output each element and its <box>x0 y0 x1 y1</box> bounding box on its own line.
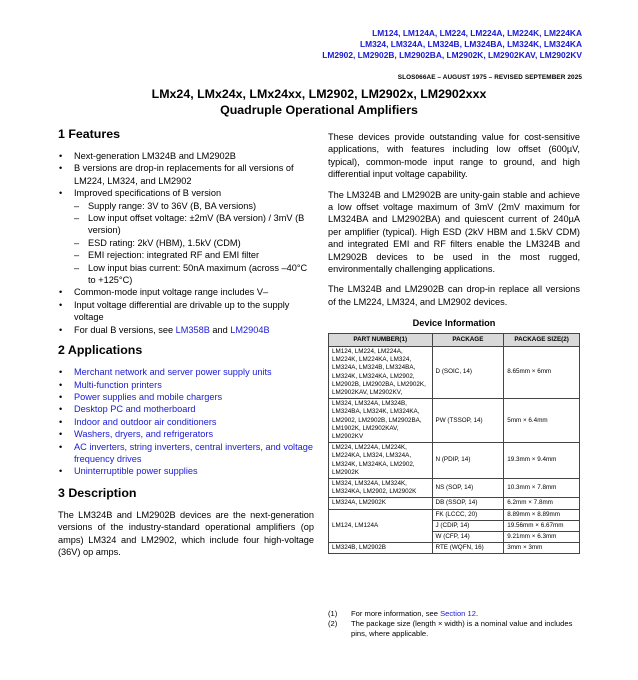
part-cell: LM324B, LM2902B <box>329 543 433 554</box>
features-heading: 1 Features <box>58 127 120 141</box>
package-cell: J (CDIP, 14) <box>432 520 504 531</box>
lm358b-link[interactable]: LM358B <box>175 324 210 335</box>
feature-subitem: – EMI rejection: integrated RF and EMI filter <box>58 249 314 261</box>
footnote-text: . <box>475 609 479 618</box>
column-header: PART NUMBER(1) <box>329 333 433 346</box>
footnote <box>328 609 580 619</box>
table-row <box>329 443 580 479</box>
table-row <box>329 346 580 398</box>
feature-subitem: – Low input offset voltage: ±2mV (BA version) / 3mV (B version) <box>58 212 314 237</box>
package-cell: RTE (WQFN, 16) <box>432 543 504 554</box>
size-cell: 10.3mm × 7.8mm <box>504 478 580 497</box>
part-cell: LM324, LM324A, LM324K, LM324KA, LM2902, LM2902K <box>329 478 433 497</box>
feature-subitem: – ESD rating: 2kV (HBM), 1.5kV (CDM) <box>58 237 314 249</box>
footnote <box>328 619 580 639</box>
table-row <box>329 509 580 520</box>
table-row <box>329 399 580 443</box>
feature-item: • Improved specifications of B version <box>58 187 314 199</box>
title-line-2: Quadruple Operational Amplifiers <box>220 103 418 117</box>
part-line[interactable]: LM124, LM124A, LM224, LM224A, LM224K, LM224KA <box>372 28 582 38</box>
description-paragraph: The LM324B and LM2902B devices are the next-generation versions of the industry-standard operational amplifiers (op amps) LM324 and LM2902, which include four high-voltage (36V) op amps. <box>58 509 314 557</box>
size-cell: 3mm × 3mm <box>504 543 580 554</box>
application-link[interactable]: • Washers, dryers, and refrigerators <box>58 428 314 440</box>
table-row <box>329 543 580 554</box>
left-column <box>58 127 314 558</box>
size-cell: 6.2mm × 7.8mm <box>504 498 580 509</box>
table-header-row <box>329 333 580 346</box>
applications-heading: 2 Applications <box>58 343 143 358</box>
part-cell: LM124, LM124A <box>329 509 433 543</box>
description-paragraph: The LM324B and LM2902B are unity-gain stable and achieve a low offset voltage maximum of 3mV (2mV maximum for LM324BA and LM2902BA) and quiescent current of 240µA per amplifier (typical). High ESD (2kV HBM and 1.5kV CDM) and integrated EMI and RF filters enable the LM324B and LM2902B devices to be used in the most rugged, environmentally challenging applications. <box>328 189 580 275</box>
footnote-number: (2) <box>328 619 338 628</box>
description-paragraph: The LM324B and LM2902B can drop-in replace all versions of the LM224, LM324, and LM2902 devices. <box>328 284 580 307</box>
section-12-link[interactable]: Section 12 <box>440 609 476 618</box>
package-cell: N (PDIP, 14) <box>432 443 504 479</box>
feature-item: • Input voltage differential are drivable up to the supply voltage <box>58 299 314 324</box>
part-line[interactable]: LM324, LM324A, LM324B, LM324BA, LM324K, LM324KA <box>360 39 582 50</box>
table-row <box>329 478 580 497</box>
feature-item: • Common-mode input voltage range includes V– <box>58 286 314 298</box>
package-cell: DB (SSOP, 14) <box>432 498 504 509</box>
package-cell: FK (LCCC, 20) <box>432 509 504 520</box>
device-info-title: Device Information <box>412 318 496 329</box>
application-link[interactable]: • Power supplies and mobile chargers <box>58 391 314 403</box>
lm2904b-link[interactable]: LM2904B <box>230 324 270 335</box>
application-link[interactable]: • AC inverters, string inverters, central inverters, and voltage frequency drives <box>58 441 314 466</box>
document-title <box>0 86 638 118</box>
feature-text: and <box>209 324 231 335</box>
size-cell: 8.65mm × 6mm <box>504 346 580 398</box>
size-cell: 19.56mm × 6.67mm <box>504 520 580 531</box>
feature-subitem: – Low input bias current: 50nA maximum (across –40°C to +125°C) <box>58 262 314 287</box>
feature-item: • Next-generation LM324B and LM2902B <box>58 150 314 162</box>
features-list <box>58 150 314 336</box>
package-cell: D (SOIC, 14) <box>432 346 504 398</box>
size-cell: 9.21mm × 6.3mm <box>504 531 580 542</box>
footnote-text: The package size (length × width) is a nominal value and includes pins, where applicable. <box>351 619 573 638</box>
part-cell: LM124, LM224, LM224A, LM224K, LM224KA, LM324, LM324A, LM324B, LM324BA, LM324K, LM324KA, LM2902, LM2902B, LM2902BA, LM2902K, LM2902KAV, LM2902KV, <box>329 346 433 398</box>
feature-text: For dual B versions, see <box>74 324 176 335</box>
footnote-text: For more information, see <box>351 609 441 618</box>
device-info-table <box>328 333 580 555</box>
feature-subitem: – Supply range: 3V to 36V (B, BA versions) <box>58 200 314 212</box>
description-paragraph: These devices provide outstanding value for cost-sensitive applications, with features including low offset (600µV, typical), common-mode input range to ground, and high differential input voltage capability. <box>328 132 580 180</box>
application-link[interactable]: • Multi-function printers <box>58 379 314 391</box>
part-cell: LM324, LM324A, LM324B, LM324BA, LM324K, LM324KA, LM2902, LM2902B, LM2902BA, LM1902K, LM2902KAV, LM2902KV <box>329 399 433 443</box>
right-column <box>328 131 580 554</box>
size-cell: 8.89mm × 8.89mm <box>504 509 580 520</box>
application-link[interactable]: • Indoor and outdoor air conditioners <box>58 416 314 428</box>
size-cell: 5mm × 6.4mm <box>504 399 580 443</box>
applications-list <box>58 366 314 478</box>
part-cell: LM324A, LM2902K <box>329 498 433 509</box>
revision-line: SLOS066AE – AUGUST 1975 – REVISED SEPTEMBER 2025 <box>397 74 582 81</box>
description-heading: 3 Description <box>58 485 137 500</box>
column-header: PACKAGE <box>432 333 504 346</box>
application-link[interactable]: • Uninterruptible power supplies <box>58 465 314 477</box>
part-number-list <box>322 28 582 62</box>
package-cell: W (CFP, 14) <box>432 531 504 542</box>
footnote-number: (1) <box>328 609 338 618</box>
part-line[interactable]: LM2902, LM2902B, LM2902BA, LM2902K, LM2902KAV, LM2902KV <box>322 50 582 61</box>
feature-item <box>58 324 314 336</box>
part-cell: LM224, LM224A, LM224K, LM224KA, LM324, LM324A, LM324K, LM324KA, LM2902, LM2902K <box>329 443 433 479</box>
application-link[interactable]: • Merchant network and server power supply units <box>58 366 314 378</box>
size-cell: 19.3mm × 9.4mm <box>504 443 580 479</box>
table-footnotes <box>328 609 580 639</box>
application-link[interactable]: • Desktop PC and motherboard <box>58 403 314 415</box>
title-line-1: LMx24, LMx24x, LMx24xx, LM2902, LM2902x, LM2902xxx <box>151 87 487 101</box>
package-cell: NS (SOP, 14) <box>432 478 504 497</box>
column-header: PACKAGE SIZE(2) <box>504 333 580 346</box>
feature-item: • B versions are drop-in replacements for all versions of LM224, LM324, and LM2902 <box>58 162 314 187</box>
table-row <box>329 498 580 509</box>
package-cell: PW (TSSOP, 14) <box>432 399 504 443</box>
